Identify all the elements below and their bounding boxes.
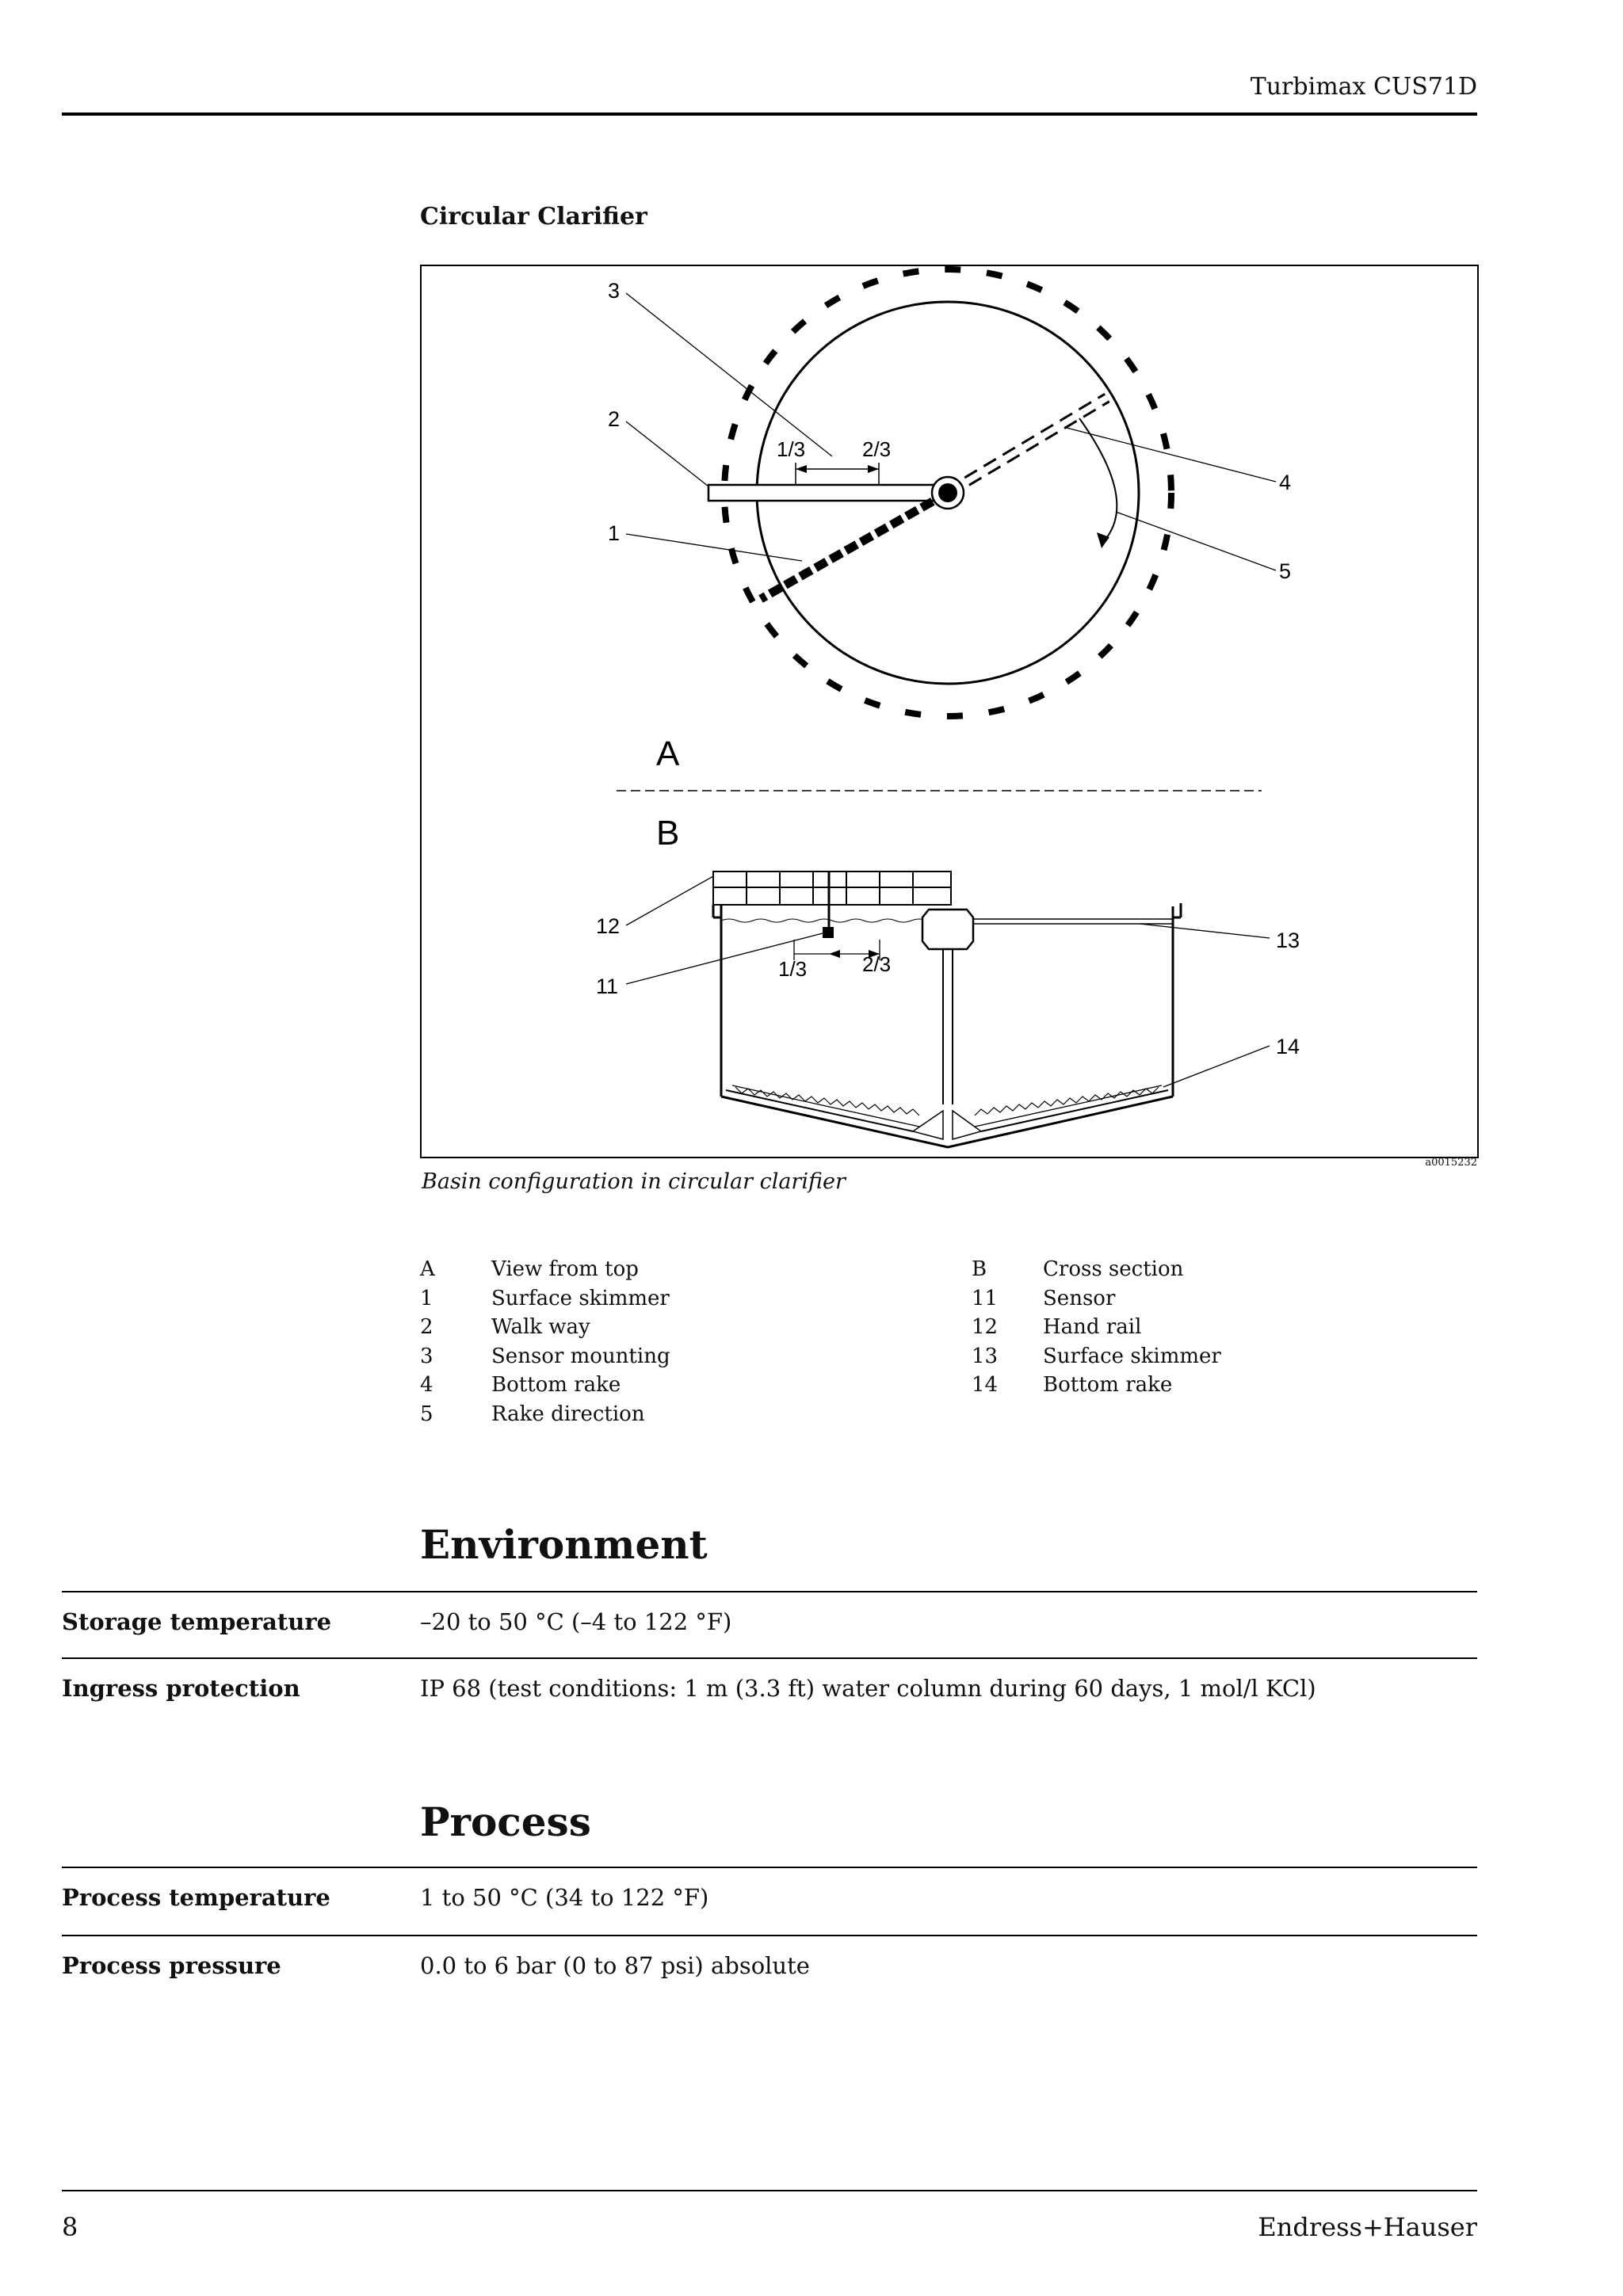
ingress-protection-label: Ingress protection xyxy=(62,1675,300,1702)
legend-item: 4 Bottom rake xyxy=(420,1373,621,1398)
view-a-label: A xyxy=(656,734,680,773)
legend-right xyxy=(972,1255,1221,1400)
callout-12: 12 xyxy=(596,914,621,938)
legend-item: A View from top xyxy=(420,1257,639,1281)
document-title: Turbimax CUS71D xyxy=(1250,73,1477,101)
callout-13: 13 xyxy=(1276,929,1300,952)
process-pressure-label: Process pressure xyxy=(62,1952,281,1979)
section-rule xyxy=(62,1591,1477,1592)
process-temperature-value: 1 to 50 °C (34 to 122 °F) xyxy=(420,1884,709,1911)
row-rule xyxy=(62,1657,1477,1659)
callout-11: 11 xyxy=(596,974,619,998)
callout-14: 14 xyxy=(1276,1035,1300,1058)
header-rule xyxy=(62,113,1477,116)
legend-item: 14 Bottom rake xyxy=(972,1373,1173,1398)
row-rule xyxy=(62,1935,1477,1936)
walkway-shape xyxy=(708,485,946,501)
third-label-a: 1/3 xyxy=(777,437,806,461)
figure-code: a0015232 xyxy=(1425,1157,1477,1169)
page-number: 8 xyxy=(62,2212,78,2242)
process-pressure-value: 0.0 to 6 bar (0 to 87 psi) absolute xyxy=(420,1952,810,1979)
storage-temperature-value: –20 to 50 °C (–4 to 122 °F) xyxy=(420,1608,732,1635)
hand-rail-shape xyxy=(713,871,951,905)
legend-left xyxy=(420,1255,670,1429)
callout-4: 4 xyxy=(1279,471,1292,494)
top-view xyxy=(608,269,1291,716)
clarifier-figure xyxy=(420,265,1479,1158)
storage-temperature-label: Storage temperature xyxy=(62,1608,332,1635)
brand-name: Endress+Hauser xyxy=(1258,2212,1477,2242)
callout-3: 3 xyxy=(608,279,621,303)
process-temperature-label: Process temperature xyxy=(62,1884,330,1911)
legend-item: 13 Surface skimmer xyxy=(972,1344,1221,1368)
legend-item: 2 Walk way xyxy=(420,1315,590,1340)
legend-item: 5 Rake direction xyxy=(420,1402,645,1426)
ingress-protection-value: IP 68 (test conditions: 1 m (3.3 ft) water column during 60 days, 1 mol/l KCl) xyxy=(420,1675,1316,1702)
drive-head-shape xyxy=(922,910,973,949)
surface-skimmer-shape xyxy=(761,493,948,599)
legend-item: 3 Sensor mounting xyxy=(420,1344,670,1368)
view-b-label: B xyxy=(656,814,680,852)
legend-item: B Cross section xyxy=(972,1257,1184,1281)
legend-item: 1 Surface skimmer xyxy=(420,1286,670,1310)
figure-title: Circular Clarifier xyxy=(420,203,647,231)
two-thirds-label-a: 2/3 xyxy=(862,437,892,461)
process-heading: Process xyxy=(420,1798,591,1845)
callout-5: 5 xyxy=(1279,559,1292,583)
footer-rule xyxy=(62,2190,1477,2191)
third-label-b: 1/3 xyxy=(778,957,808,981)
sensor-shape xyxy=(823,927,834,938)
legend-item: 12 Hand rail xyxy=(972,1315,1142,1340)
figure-caption: Basin configuration in circular clarifier xyxy=(422,1169,846,1194)
center-pivot-shape xyxy=(938,483,957,502)
environment-heading: Environment xyxy=(420,1521,708,1568)
legend-item: 11 Sensor xyxy=(972,1286,1116,1310)
section-rule xyxy=(62,1867,1477,1868)
callout-2: 2 xyxy=(608,407,621,431)
clarifier-diagram xyxy=(422,266,1477,1157)
two-thirds-label-b: 2/3 xyxy=(862,952,892,976)
cross-section-view xyxy=(596,871,1300,1147)
callout-1: 1 xyxy=(608,521,621,545)
